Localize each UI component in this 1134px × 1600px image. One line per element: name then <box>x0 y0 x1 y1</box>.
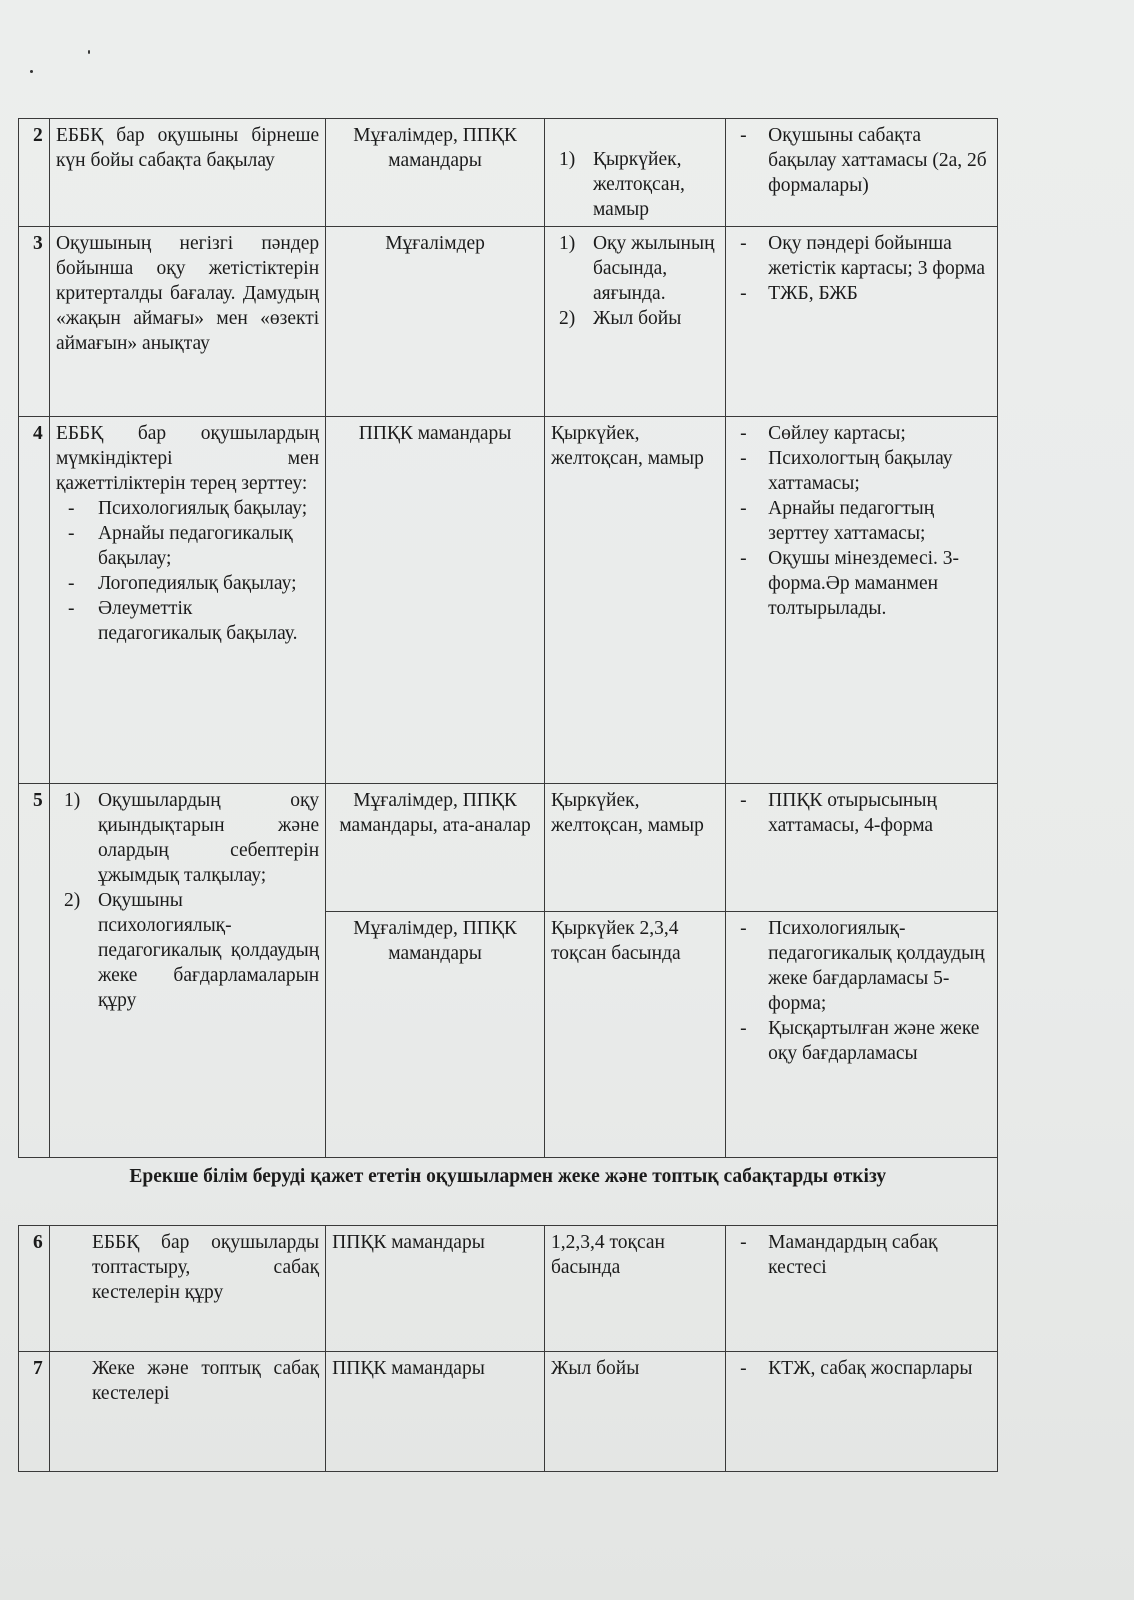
list-item: - Мамандардың сабақ кестесі <box>732 1230 991 1280</box>
responsible-cell: ППҚК мамандары <box>326 1352 545 1472</box>
table-row <box>19 1352 998 1472</box>
list-item: 1) Қыркүйек, желтоқсан, мамыр <box>558 149 685 220</box>
list-item: - Оқушы мінездемесі. 3-форма.Әр маманмен толтырылады. <box>732 546 991 621</box>
activity-cell <box>49 417 325 784</box>
responsible-cell: Мұғалімдер, ППҚК мамандары <box>326 912 545 1158</box>
deadline-cell: Қыркүйек 2,3,4 тоқсан басында <box>544 912 725 1158</box>
list-item: - Логопедиялық бақылау; <box>56 571 319 596</box>
form-cell <box>726 119 998 227</box>
list-item: - КТЖ, сабақ жоспарлары <box>732 1356 991 1381</box>
activity-cell: Жеке және топтық сабақ кестелері <box>49 1352 325 1472</box>
activity-cell <box>49 784 325 1158</box>
row-number: 2 <box>19 119 50 227</box>
speck-dot <box>30 70 33 73</box>
list-item: 1) Оқу жылының басында, аяғында. <box>558 233 715 304</box>
list-item: - Арнайы педагогтың зерттеу хаттамасы; <box>732 496 991 546</box>
activity-cell: Оқушының негізгі пәндер бойынша оқу жетістіктерін критерталды бағалау. Дамудың «жақын аймағы» мен «өзекті аймағын» анықтау <box>49 227 325 417</box>
activity-cell: ЕББҚ бар оқушыны бірнеше күн бойы сабақта бақылау <box>49 119 325 227</box>
row-number: 6 <box>19 1226 50 1352</box>
list-item: - Психологтың бақылау хаттамасы; <box>732 446 991 496</box>
deadline-cell: 1,2,3,4 тоқсан басында <box>544 1226 725 1352</box>
list-item: 2) Жыл бойы <box>558 308 682 329</box>
list-item: - Арнайы педагогикалық бақылау; <box>56 521 319 571</box>
table-row <box>19 784 998 912</box>
deadline-cell: Жыл бойы <box>544 1352 725 1472</box>
row-number: 5 <box>19 784 50 1158</box>
list-item: - ППҚК отырысының хаттамасы, 4-форма <box>732 788 991 838</box>
list-item: - Психологиялық бақылау; <box>56 496 319 521</box>
responsible-cell: Мұғалімдер, ППҚК мамандары <box>326 119 545 227</box>
form-cell <box>726 1226 998 1352</box>
responsible-cell: Мұғалімдер <box>326 227 545 417</box>
list-item: - Қысқартылған және жеке оқу бағдарламасы <box>732 1016 991 1066</box>
list-item: - ТЖБ, БЖБ <box>732 281 991 306</box>
table-row <box>19 119 998 227</box>
plan-table <box>18 118 998 1472</box>
section-title: Ерекше білім беруді қажет ететін оқушылармен жеке және топтық сабақтарды өткізу <box>19 1158 998 1226</box>
list-item: - Оқу пәндері бойынша жетістік картасы; 3 форма <box>732 231 991 281</box>
list-item: 2) Оқушыны психологиялық-педагогикалық қолдаудың жеке бағдарламаларын құру <box>63 890 320 1011</box>
list-item: - Әлеуметтік педагогикалық бақылау. <box>56 596 319 646</box>
row-number: 7 <box>19 1352 50 1472</box>
form-cell <box>726 227 998 417</box>
row-number: 3 <box>19 227 50 417</box>
table-row <box>19 417 998 784</box>
table-row <box>19 1226 998 1352</box>
row-number: 4 <box>19 417 50 784</box>
activity-cell: ЕББҚ бар оқушыларды топтастыру, сабақ кестелерін құру <box>49 1226 325 1352</box>
list-item: - Оқушыны сабақта бақылау хаттамасы (2а, 2б формалары) <box>732 123 991 198</box>
table-row <box>19 227 998 417</box>
list-item: - Сөйлеу картасы; <box>732 421 991 446</box>
form-cell <box>726 417 998 784</box>
responsible-cell: Мұғалімдер, ППҚК мамандары, ата-аналар <box>326 784 545 912</box>
form-cell <box>726 912 998 1158</box>
deadline-cell: Қыркүйек, желтоқсан, мамыр <box>544 417 725 784</box>
section-heading-row <box>19 1158 998 1226</box>
deadline-cell <box>544 119 725 227</box>
list-item: 1) Оқушылардың оқу қиындықтарын және олардың себептерін ұжымдық талқылау; <box>63 790 320 886</box>
activity-text: ЕББҚ бар оқушылардың мүмкіндіктері мен қажеттіліктерін терең зерттеу: <box>55 423 320 494</box>
responsible-cell: ППҚК мамандары <box>326 417 545 784</box>
speck-tick <box>88 50 90 54</box>
form-cell <box>726 1352 998 1472</box>
form-cell <box>726 784 998 912</box>
list-item: - Психологиялық-педагогикалық қолдаудың жеке бағдарламасы 5-форма; <box>732 916 991 1016</box>
deadline-cell: Қыркүйек, желтоқсан, мамыр <box>544 784 725 912</box>
responsible-cell: ППҚК мамандары <box>326 1226 545 1352</box>
deadline-cell <box>544 227 725 417</box>
